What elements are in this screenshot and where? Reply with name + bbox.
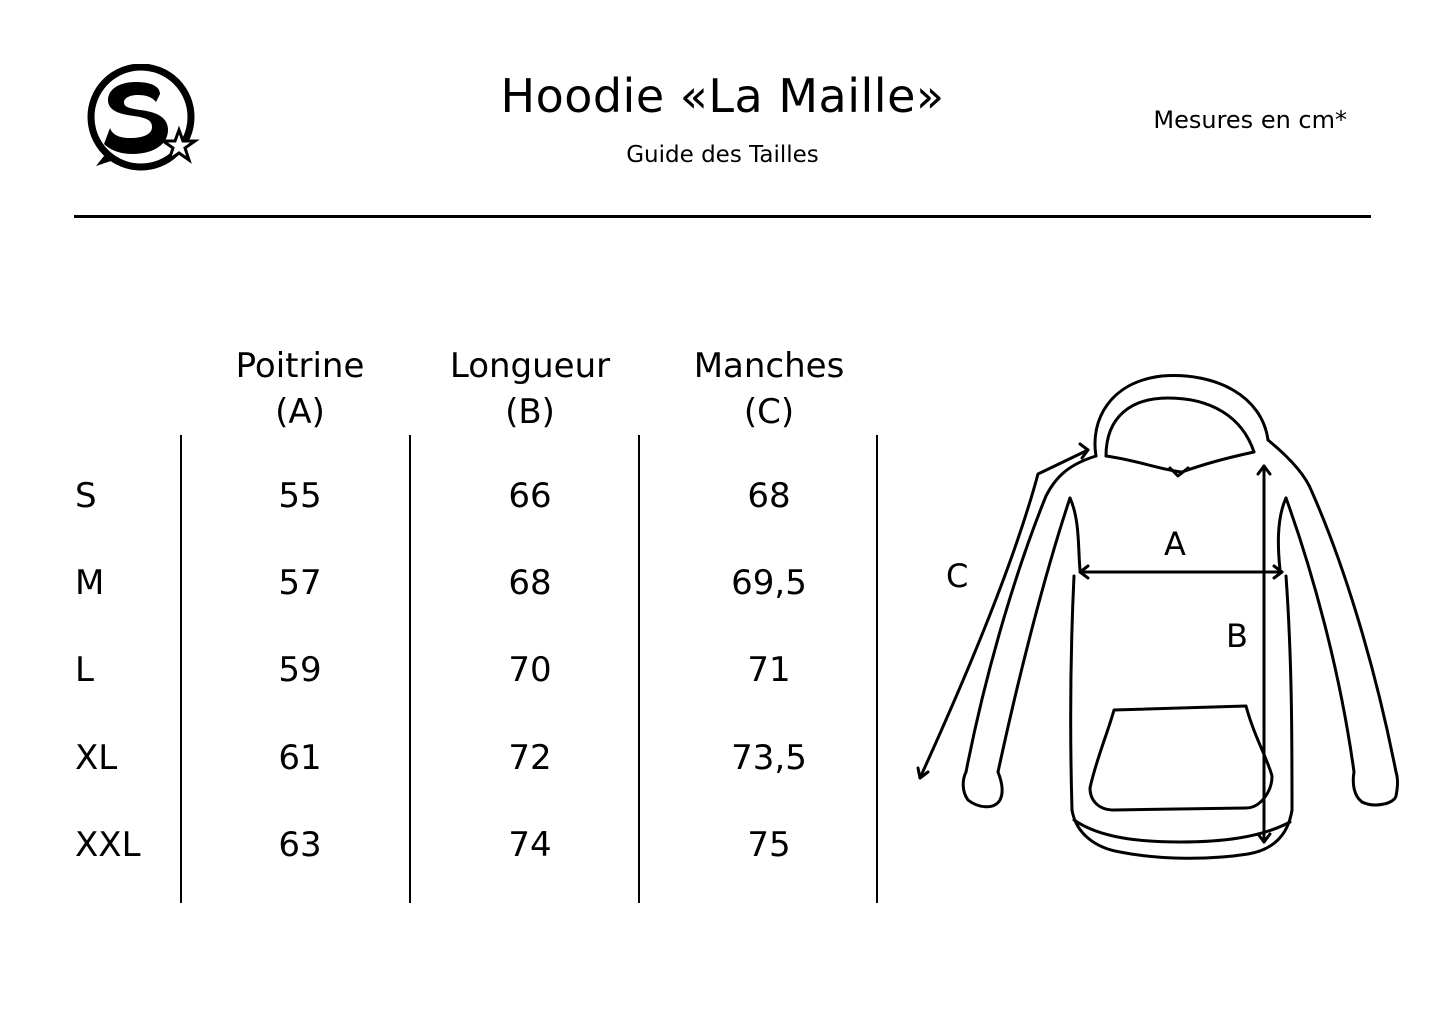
size-label-xl: XL: [75, 738, 118, 778]
column-letter: (C): [743, 392, 795, 432]
table-cell: 72: [508, 738, 552, 778]
table-cell: 59: [278, 650, 322, 690]
table-cell: 71: [747, 650, 791, 690]
column-header-chest: [180, 343, 420, 435]
table-cell: 57: [278, 563, 322, 603]
table-cell: 55: [278, 476, 322, 516]
hoodie-diagram-icon: [900, 360, 1420, 880]
table-cell: 66: [508, 476, 552, 516]
table-cell: 73,5: [731, 738, 807, 778]
column-letter: (A): [275, 392, 325, 432]
size-label-xxl: XXL: [75, 825, 141, 865]
table-cell: 63: [278, 825, 322, 865]
table-cell: 68: [747, 476, 791, 516]
table-cell: 75: [747, 825, 791, 865]
measure-label-a: A: [1164, 525, 1186, 563]
page-subtitle: Guide des Tailles: [626, 142, 819, 168]
measure-label-c: C: [946, 557, 969, 595]
page-title: Hoodie «La Maille»: [500, 69, 945, 123]
header-divider: [74, 215, 1371, 218]
size-label-m: M: [75, 563, 105, 603]
size-label-s: S: [75, 476, 97, 516]
table-cell: 68: [508, 563, 552, 603]
column-letter: (B): [505, 392, 555, 432]
table-cell: 70: [508, 650, 552, 690]
column-header-length: [410, 343, 650, 435]
table-cell: 61: [278, 738, 322, 778]
column-name: Manches: [693, 346, 845, 386]
table-cell: 74: [508, 825, 552, 865]
units-note: Mesures en cm*: [1153, 106, 1347, 134]
column-name: Longueur: [449, 346, 611, 386]
measure-label-b: B: [1226, 617, 1248, 655]
column-header-sleeves: [649, 343, 889, 435]
table-cell: 69,5: [731, 563, 807, 603]
size-label-l: L: [75, 650, 94, 690]
column-name: Poitrine: [235, 346, 365, 386]
